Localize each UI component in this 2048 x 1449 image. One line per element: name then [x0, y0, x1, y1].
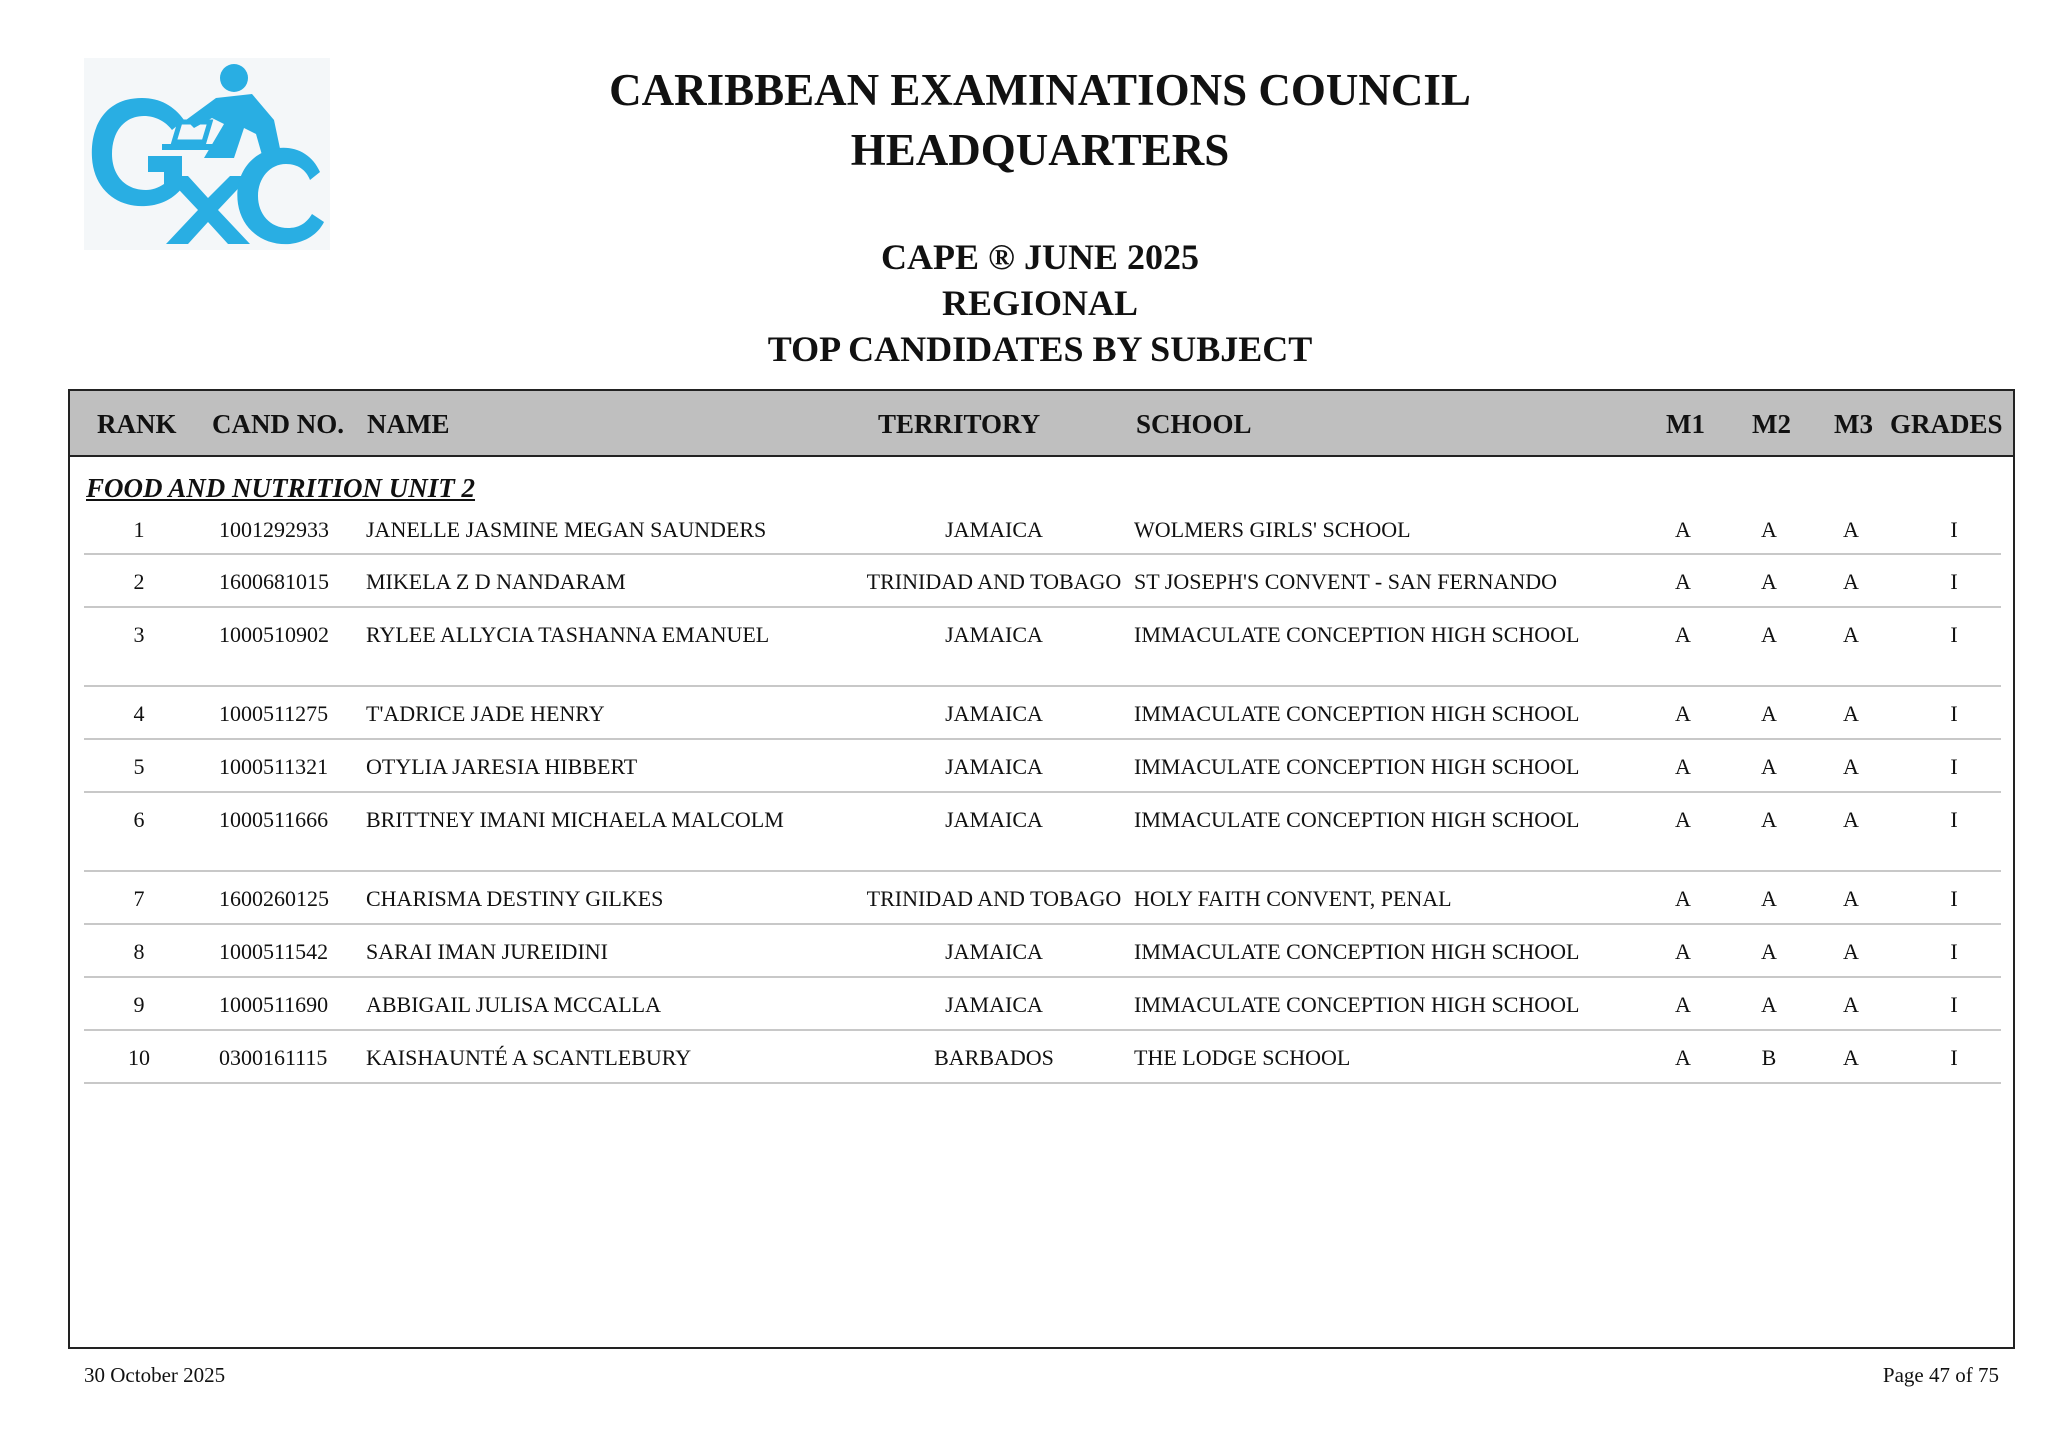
cand-no-cell: 1000511666 [219, 807, 329, 832]
subject-heading: FOOD AND NUTRITION UNIT 2 [86, 473, 476, 503]
school-cell: HOLY FAITH CONVENT, PENAL [1134, 886, 1452, 911]
grade-cell: I [1950, 569, 1958, 594]
name-cell: T'ADRICE JADE HENRY [366, 701, 605, 726]
cand-no-cell: 1000511321 [219, 754, 329, 779]
rank-cell: 2 [133, 569, 145, 594]
table-body [84, 503, 2001, 1084]
cand-no-cell: 1000511542 [219, 939, 329, 964]
grade-cell: I [1950, 754, 1958, 779]
rank-cell: 1 [133, 517, 145, 542]
name-cell: ABBIGAIL JULISA MCCALLA [366, 992, 661, 1017]
grade-cell: I [1950, 939, 1958, 964]
m1-cell: A [1675, 701, 1691, 726]
cand-no-cell: 1600260125 [219, 886, 329, 911]
table-row [84, 1031, 2001, 1084]
m2-cell: A [1761, 754, 1777, 779]
table-row [84, 740, 2001, 793]
territory-cell: JAMAICA [945, 992, 1043, 1017]
rank-cell: 9 [133, 992, 145, 1017]
col-territory-header: TERRITORY [878, 409, 1041, 439]
m3-cell: A [1843, 569, 1859, 594]
rank-cell: 8 [133, 939, 145, 964]
org-subtitle: HEADQUARTERS [850, 125, 1230, 175]
territory-cell: JAMAICA [945, 701, 1043, 726]
territory-cell: BARBADOS [934, 1045, 1054, 1070]
table-row [84, 503, 2001, 555]
m2-cell: A [1761, 939, 1777, 964]
table-row [84, 872, 2001, 925]
m3-cell: A [1843, 886, 1859, 911]
m2-cell: A [1761, 886, 1777, 911]
rank-cell: 7 [133, 886, 145, 911]
m3-cell: A [1843, 701, 1859, 726]
exam-title: CAPE ® JUNE 2025 [881, 237, 1199, 277]
rank-cell: 3 [133, 622, 145, 647]
footer-page-number: Page 47 of 75 [1882, 1363, 1999, 1387]
cand-no-cell: 1000511690 [219, 992, 329, 1017]
school-cell: IMMACULATE CONCEPTION HIGH SCHOOL [1134, 939, 1580, 964]
grade-cell: I [1950, 992, 1958, 1017]
grade-cell: I [1950, 701, 1958, 726]
name-cell: SARAI IMAN JUREIDINI [366, 939, 608, 964]
m3-cell: A [1843, 754, 1859, 779]
cand-no-cell: 1001292933 [219, 517, 329, 542]
school-cell: IMMACULATE CONCEPTION HIGH SCHOOL [1134, 807, 1580, 832]
m3-cell: A [1843, 807, 1859, 832]
col-m1-header: M1 [1666, 409, 1705, 439]
school-cell: THE LODGE SCHOOL [1134, 1045, 1351, 1070]
school-cell: IMMACULATE CONCEPTION HIGH SCHOOL [1134, 754, 1580, 779]
name-cell: KAISHAUNTÉ A SCANTLEBURY [366, 1045, 692, 1070]
col-rank-header: RANK [97, 409, 177, 439]
m1-cell: A [1675, 569, 1691, 594]
grade-cell: I [1950, 517, 1958, 542]
col-m2-header: M2 [1752, 409, 1791, 439]
m1-cell: A [1675, 1045, 1691, 1070]
grade-cell: I [1950, 886, 1958, 911]
report-titles [0, 234, 2048, 372]
m2-cell: B [1761, 1045, 1777, 1070]
col-school-header: SCHOOL [1136, 409, 1252, 439]
m2-cell: A [1761, 701, 1777, 726]
m1-cell: A [1675, 992, 1691, 1017]
m2-cell: A [1761, 622, 1777, 647]
grade-cell: I [1950, 622, 1958, 647]
org-title: CARIBBEAN EXAMINATIONS COUNCIL [609, 65, 1471, 115]
rank-cell: 6 [133, 807, 145, 832]
m1-cell: A [1675, 807, 1691, 832]
cand-no-cell: 0300161115 [219, 1045, 328, 1070]
footer-date: 30 October 2025 [84, 1363, 226, 1387]
header-titles [0, 60, 2048, 180]
grade-cell: I [1950, 1045, 1958, 1070]
table-row [84, 978, 2001, 1031]
name-cell: MIKELA Z D NANDARAM [366, 569, 626, 594]
school-cell: IMMACULATE CONCEPTION HIGH SCHOOL [1134, 622, 1580, 647]
table-row [84, 925, 2001, 978]
m3-cell: A [1843, 939, 1859, 964]
table-row [84, 793, 2001, 872]
table-row [84, 608, 2001, 687]
m1-cell: A [1675, 754, 1691, 779]
m1-cell: A [1675, 886, 1691, 911]
name-cell: CHARISMA DESTINY GILKES [366, 886, 664, 911]
territory-cell: JAMAICA [945, 939, 1043, 964]
m1-cell: A [1675, 622, 1691, 647]
territory-cell: TRINIDAD AND TOBAGO [866, 886, 1122, 911]
territory-cell: TRINIDAD AND TOBAGO [866, 569, 1122, 594]
m3-cell: A [1843, 1045, 1859, 1070]
cand-no-cell: 1000510902 [219, 622, 329, 647]
cand-no-cell: 1000511275 [219, 701, 329, 726]
rank-cell: 4 [133, 701, 145, 726]
m3-cell: A [1843, 992, 1859, 1017]
rank-cell: 10 [128, 1045, 150, 1070]
name-cell: BRITTNEY IMANI MICHAELA MALCOLM [366, 807, 784, 832]
m3-cell: A [1843, 517, 1859, 542]
rank-cell: 5 [133, 754, 145, 779]
table-header [70, 391, 2013, 457]
name-cell: RYLEE ALLYCIA TASHANNA EMANUEL [366, 622, 770, 647]
results-table [68, 389, 2015, 1349]
territory-cell: JAMAICA [945, 807, 1043, 832]
scope-title: REGIONAL [941, 283, 1139, 323]
cand-no-cell: 1600681015 [219, 569, 329, 594]
school-cell: ST JOSEPH'S CONVENT - SAN FERNANDO [1134, 569, 1558, 594]
col-m3-header: M3 [1834, 409, 1873, 439]
m2-cell: A [1761, 807, 1777, 832]
school-cell: IMMACULATE CONCEPTION HIGH SCHOOL [1134, 992, 1580, 1017]
name-cell: JANELLE JASMINE MEGAN SAUNDERS [366, 517, 767, 542]
school-cell: IMMACULATE CONCEPTION HIGH SCHOOL [1134, 701, 1580, 726]
col-name-header: NAME [367, 409, 450, 439]
m1-cell: A [1675, 939, 1691, 964]
territory-cell: JAMAICA [945, 517, 1043, 542]
table-row [84, 687, 2001, 740]
m2-cell: A [1761, 517, 1777, 542]
m1-cell: A [1675, 517, 1691, 542]
col-cand-header: CAND NO. [212, 409, 344, 439]
m3-cell: A [1843, 622, 1859, 647]
report-title: TOP CANDIDATES BY SUBJECT [767, 329, 1313, 369]
territory-cell: JAMAICA [945, 622, 1043, 647]
table-row [84, 555, 2001, 608]
m2-cell: A [1761, 992, 1777, 1017]
col-grades-header: GRADES [1890, 409, 2003, 439]
territory-cell: JAMAICA [945, 754, 1043, 779]
grade-cell: I [1950, 807, 1958, 832]
school-cell: WOLMERS GIRLS' SCHOOL [1134, 517, 1411, 542]
name-cell: OTYLIA JARESIA HIBBERT [366, 754, 638, 779]
m2-cell: A [1761, 569, 1777, 594]
